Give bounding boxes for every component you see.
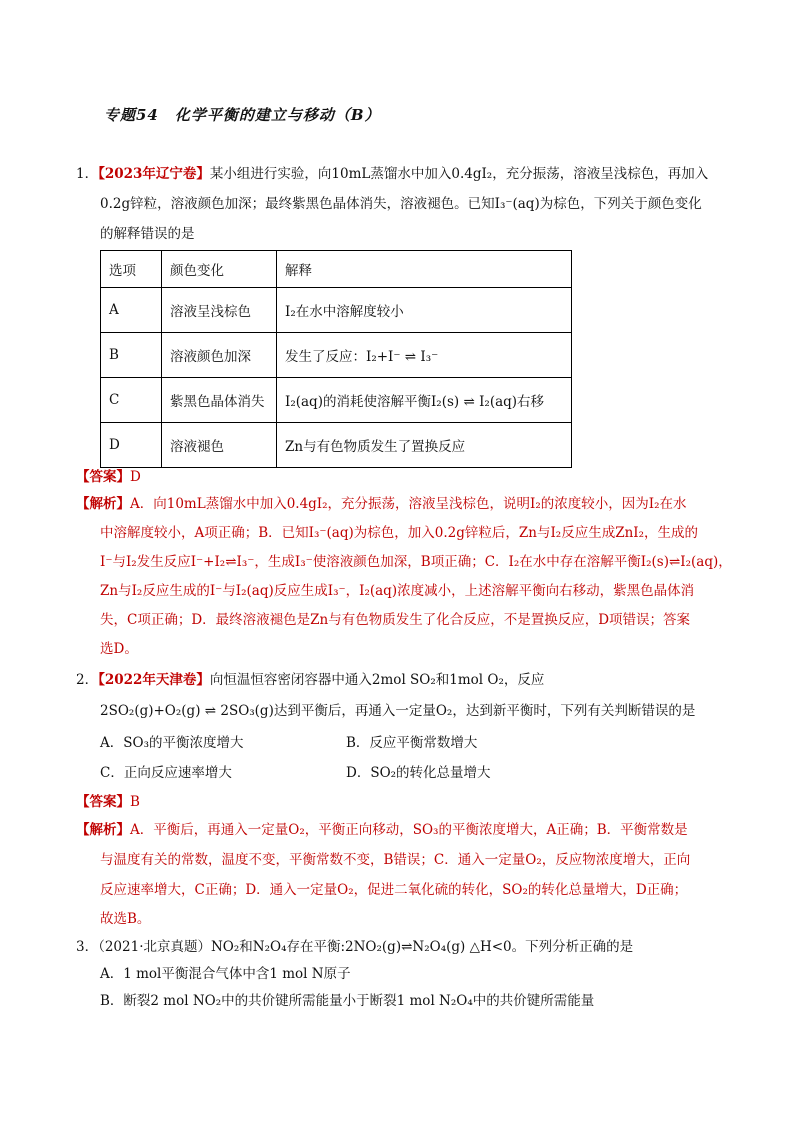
q3-stem: 3．（2021·北京真题）NO₂和N₂O₄存在平衡:2NO₂(g)⇌N₂O₄(g) △H<0。下列分析正确的是 xyxy=(76,939,634,955)
table-cell: I₂在水中溶解度较小 xyxy=(277,288,572,333)
q1-analysis-line-6: 选D。 xyxy=(100,641,138,657)
table-header-cell: 颜色变化 xyxy=(162,251,277,288)
q1-table xyxy=(100,250,572,468)
page-title: 专题54 化学平衡的建立与移动（B） xyxy=(104,106,381,124)
table-cell: C xyxy=(101,378,162,423)
q1-analysis-line-1 xyxy=(76,492,687,512)
analysis-text: A．平衡后，再通入一定量O₂，平衡正向移动，SO₃的平衡浓度增大，A正确；B．平衡常数是 xyxy=(130,822,688,838)
table-row xyxy=(101,423,572,468)
q2-option-a: A．SO₃的平衡浓度增大 xyxy=(100,735,244,751)
q1-stem-text-1: 某小组进行实验，向10mL蒸馏水中加入0.4gI₂，充分振荡，溶液呈浅棕色，再加入 xyxy=(209,166,709,182)
q2-analysis-line-3: 反应速率增大，C正确；D．通入一定量O₂，促进二氧化硫的转化，SO₂的转化总量增大，D正确； xyxy=(100,882,688,898)
table-header-row xyxy=(101,251,572,288)
answer-value: D xyxy=(130,469,141,485)
q1-answer xyxy=(76,465,141,485)
table-header-cell: 选项 xyxy=(101,251,162,288)
q2-stem-line-1 xyxy=(76,668,544,688)
table-cell: Zn与有色物质发生了置换反应 xyxy=(277,423,572,468)
q2-option-d: D．SO₂的转化总量增大 xyxy=(346,765,491,781)
table-row xyxy=(101,288,572,333)
table-cell: 紫黑色晶体消失 xyxy=(162,378,277,423)
q1-analysis-line-3: I⁻与I₂发生反应I⁻+I₂⇌I₃⁻，生成I₃⁻使溶液颜色加深，B项正确；C．I₂在水中存在溶解平衡I₂(s)⇌I₂(aq)， xyxy=(100,554,732,570)
q1-source: 【2023年辽宁卷】 xyxy=(98,166,210,182)
q2-stem-line-2: 2SO₂(g)+O₂(g) ⇌ 2SO₃(g)达到平衡后，再通入一定量O₂，达到新平衡时，下列有关判断错误的是 xyxy=(100,703,696,719)
q1-stem-line-1 xyxy=(76,162,708,182)
table-cell: D xyxy=(101,423,162,468)
q1-stem-line-3: 的解释错误的是 xyxy=(100,226,195,242)
q1-analysis-line-2: 中溶解度较小，A项正确；B．已知I₃⁻(aq)为棕色，加入0.2g锌粒后，Zn与I₂反应生成ZnI₂，生成的 xyxy=(100,525,699,541)
answer-tag: 【答案】 xyxy=(76,469,130,485)
q2-stem-text-1: 向恒温恒容密闭容器中通入2mol SO₂和1mol O₂，反应 xyxy=(209,672,545,688)
analysis-tag: 【解析】 xyxy=(76,496,130,512)
table-cell: 发生了反应：I₂+I⁻ ⇌ I₃⁻ xyxy=(277,333,572,378)
answer-tag: 【答案】 xyxy=(76,794,130,810)
table-cell: 溶液褪色 xyxy=(162,423,277,468)
q3-option-b: B．断裂2 mol NO₂中的共价键所需能量小于断裂1 mol N₂O₄中的共价键所需能量 xyxy=(100,993,595,1009)
table-cell: I₂(aq)的消耗使溶解平衡I₂(s) ⇌ I₂(aq)右移 xyxy=(277,378,572,423)
table-cell: A xyxy=(101,288,162,333)
q1-stem-line-2: 0.2g锌粒，溶液颜色加深；最终紫黑色晶体消失，溶液褪色。已知I₃⁻(aq)为棕色，下列关于颜色变化 xyxy=(100,196,702,212)
q1-number: 1． xyxy=(76,166,99,182)
q1-analysis-line-4: Zn与I₂反应生成的I⁻与I₂(aq)反应生成I₃⁻，I₂(aq)浓度减小，上述溶解平衡向右移动，紫黑色晶体消 xyxy=(100,583,695,599)
q2-answer xyxy=(76,790,140,810)
q1-analysis-line-5: 失，C项正确；D．最终溶液褪色是Zn与有色物质发生了化合反应，不是置换反应，D项错误；答案 xyxy=(100,612,691,628)
q3-option-a: A．1 mol平衡混合气体中含1 mol N原子 xyxy=(100,966,351,982)
table-cell: B xyxy=(101,333,162,378)
q2-option-b: B．反应平衡常数增大 xyxy=(346,735,478,751)
analysis-tag: 【解析】 xyxy=(76,822,130,838)
q2-source: 【2022年天津卷】 xyxy=(98,672,210,688)
q2-analysis-line-1 xyxy=(76,818,688,838)
q2-number: 2． xyxy=(76,672,99,688)
q2-option-c: C．正向反应速率增大 xyxy=(100,765,232,781)
q2-analysis-line-2: 与温度有关的常数，温度不变，平衡常数不变，B错误；C．通入一定量O₂，反应物浓度增大，正向 xyxy=(100,852,691,868)
table-header-cell: 解释 xyxy=(277,251,572,288)
analysis-text: A．向10mL蒸馏水中加入0.4gI₂，充分振荡，溶液呈浅棕色，说明I₂的浓度较小，因为I₂在水 xyxy=(130,496,687,512)
q2-analysis-line-4: 故选B。 xyxy=(100,911,151,927)
table-row xyxy=(101,333,572,378)
table-row xyxy=(101,378,572,423)
table-cell: 溶液呈浅棕色 xyxy=(162,288,277,333)
answer-value: B xyxy=(130,794,140,810)
table-cell: 溶液颜色加深 xyxy=(162,333,277,378)
